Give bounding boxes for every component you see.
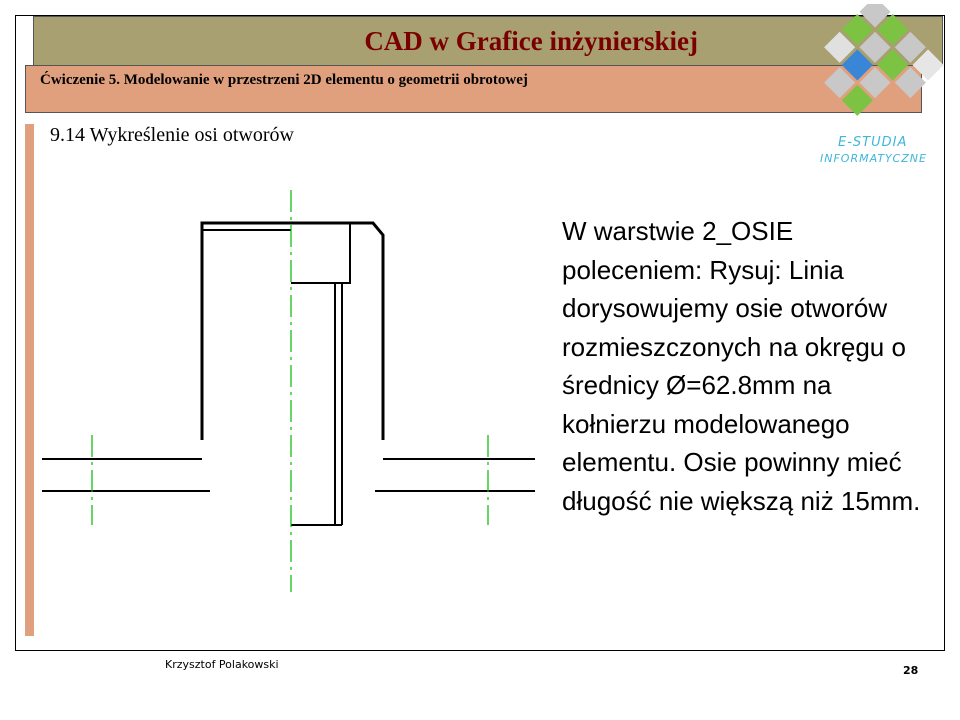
part-outline-right	[291, 223, 383, 440]
page-number: 28	[903, 664, 919, 677]
instruction-text: W warstwie 2_OSIE poleceniem: Rysuj: Linia dorysowujemy osie otworów rozmieszczonych na okręgu o średnicy Ø=62.8mm na kołnierzu modelowanego elementu. Osie powinny mieć długość nie większą niż 15mm.	[562, 216, 921, 516]
part-outline-left	[202, 223, 291, 440]
logo-text-line2: INFORMATYCZNE	[820, 152, 927, 165]
slide-title: CAD w Grafice inżynierskiej	[364, 26, 698, 56]
author-name: Krzysztof Polakowski	[165, 658, 279, 671]
bore-step	[291, 223, 350, 283]
section-title: 9.14 Wykreślenie osi otworów	[50, 124, 294, 146]
slide-subtitle: Ćwiczenie 5. Modelowanie w przestrzeni 2D elementu o geometrii obrotowej	[40, 72, 528, 88]
cad-drawing	[30, 180, 550, 600]
logo-text-line1: E-STUDIA	[838, 135, 908, 150]
e-studia-logo	[795, 4, 955, 116]
